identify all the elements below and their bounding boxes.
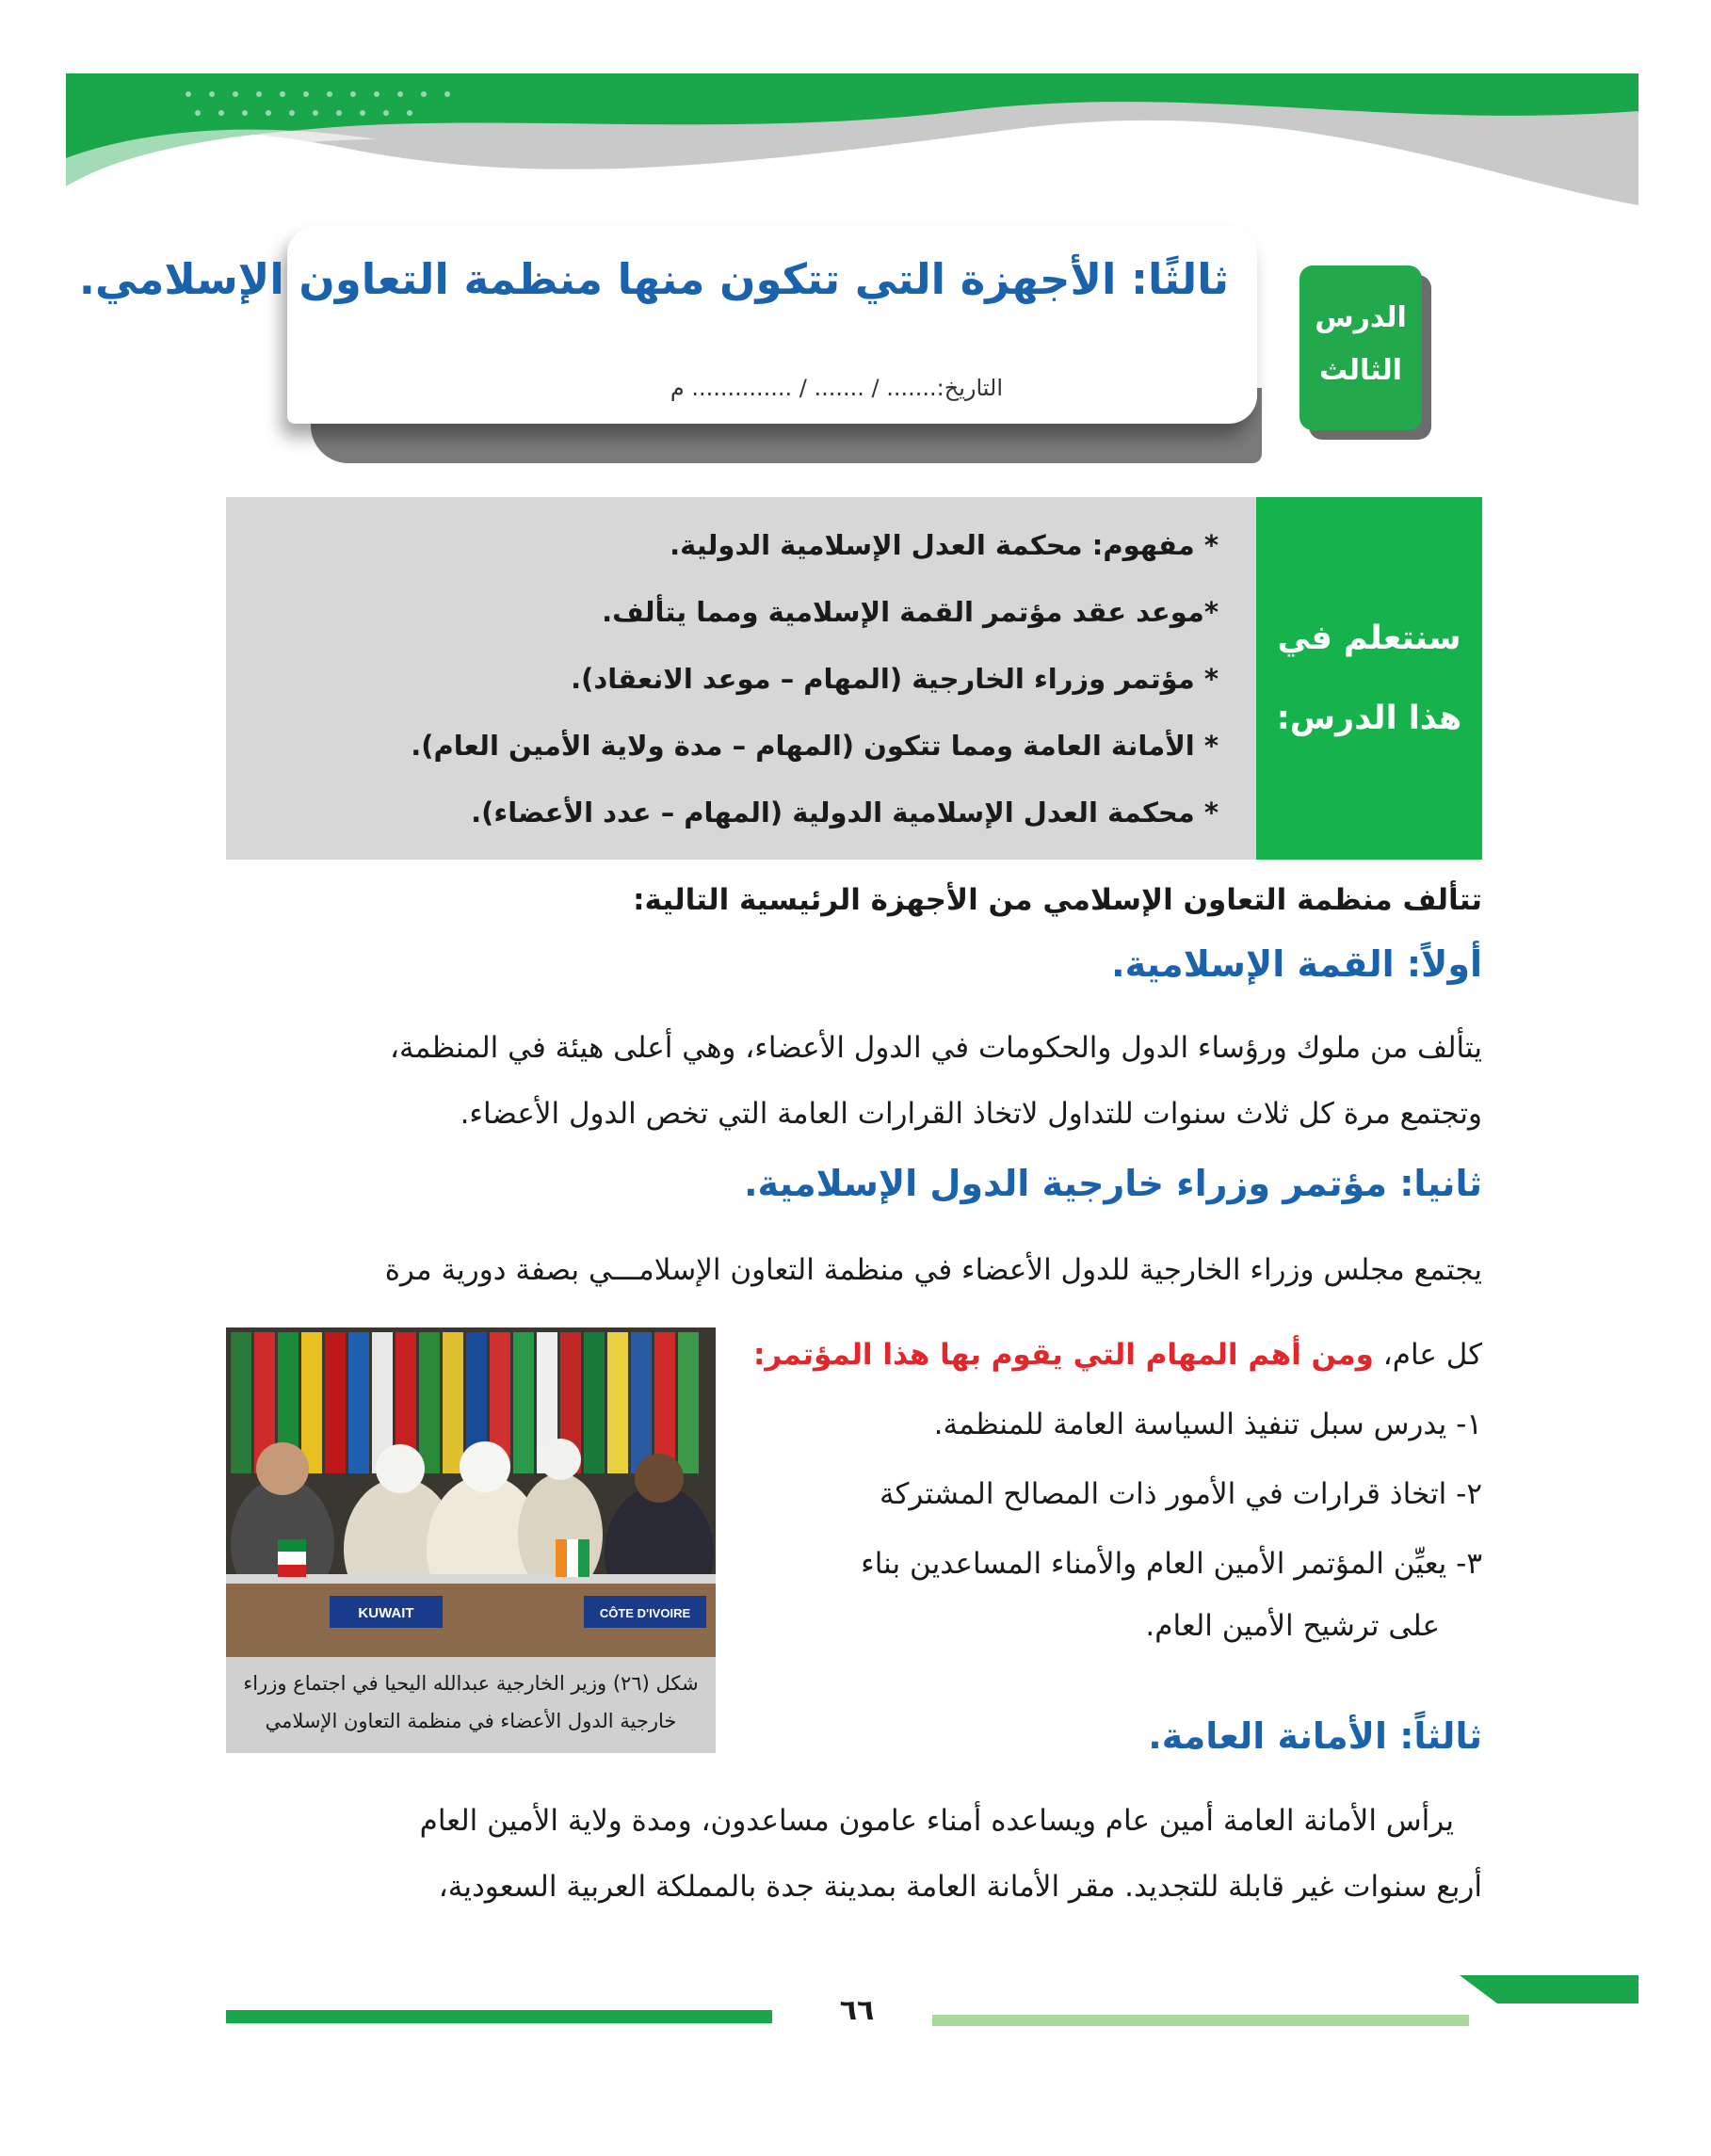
figure-photo xyxy=(226,1327,716,1753)
task-item: ٢- اتخاذ قرارات في الأمور ذات المصالح المشتركة xyxy=(879,1477,1482,1511)
page-number: ٦٦ xyxy=(839,1994,875,2027)
objectives-label-line1: سنتعلم في xyxy=(1277,619,1461,657)
task-item-continued: على ترشيح الأمين العام. xyxy=(1145,1609,1440,1643)
section2-line-start: كل عام، xyxy=(1373,1338,1482,1372)
section1 xyxy=(220,943,1482,985)
task-item: ١- يدرس سبل تنفيذ السياسة العامة للمنظمة. xyxy=(933,1408,1482,1441)
lesson-tag xyxy=(1299,265,1422,430)
section2-line: يجتمع مجلس وزراء الخارجية للدول الأعضاء في منظمة التعاون الإسلامـــي بصفة دورية مرة xyxy=(384,1253,1482,1287)
section3-heading: ثالثاً: الأمانة العامة. xyxy=(1148,1715,1482,1757)
section3-line: أربع سنوات غير قابلة للتجديد. مقر الأمانة العامة بمدينة جدة بالمملكة العربية السعودية، xyxy=(438,1870,1482,1904)
footer-line-right xyxy=(932,2015,1469,2026)
footer-tab-graphic xyxy=(1460,1975,1638,2013)
section2-heading: ثانيا: مؤتمر وزراء خارجية الدول الإسلامية. xyxy=(744,1163,1482,1204)
objectives-label-line2: هذا الدرس: xyxy=(1276,699,1462,737)
objective-item: *موعد عقد مؤتمر القمة الإسلامية ومما يتألف. xyxy=(602,596,1219,628)
objective-item: * مفهوم: محكمة العدل الإسلامية الدولية. xyxy=(670,529,1219,561)
sign-cote-divoire: CÔTE D'IVOIRE xyxy=(599,1606,691,1620)
objective-item: * محكمة العدل الإسلامية الدولية (المهام – عدد الأعضاء). xyxy=(471,796,1219,829)
section1-line: وتجتمع مرة كل ثلاث سنوات للتداول لاتخاذ القرارات العامة التي تخص الدول الأعضاء. xyxy=(460,1097,1482,1131)
section2 xyxy=(220,1163,1482,1204)
section1-body xyxy=(220,1019,1482,1143)
page-title: ثالثًا: الأجهزة التي تتكون منها منظمة التعاون الإسلامي. xyxy=(78,254,1229,304)
lesson-tag-line1: الدرس xyxy=(1315,301,1407,334)
learning-objectives-box xyxy=(226,497,1482,860)
objectives-list xyxy=(226,497,1256,860)
intro-text: تتألف منظمة التعاون الإسلامي من الأجهزة الرئيسية التالية: xyxy=(633,883,1482,917)
section3-line: يرأس الأمانة العامة أمين عام ويساعده أمناء عامون مساعدون، ومدة ولاية الأمين العام xyxy=(419,1804,1454,1838)
section1-line: يتألف من ملوك ورؤساء الدول والحكومات في الدول الأعضاء، وهي أعلى هيئة في المنظمة، xyxy=(389,1031,1482,1065)
conference-photo xyxy=(226,1327,716,1657)
objectives-label xyxy=(1256,497,1482,860)
intro-line xyxy=(220,871,1482,929)
date-line: التاريخ:....... / ....... / .............. م xyxy=(670,375,1003,401)
section2-body xyxy=(220,1241,1482,1299)
objective-item: * مؤتمر وزراء الخارجية (المهام – موعد الانعقاد). xyxy=(571,663,1219,695)
footer-line-left xyxy=(226,2010,772,2023)
caption-line: خارجية الدول الأعضاء في منظمة التعاون الإسلامي xyxy=(265,1710,677,1732)
section1-heading: أولاً: القمة الإسلامية. xyxy=(1111,943,1482,985)
lesson-tag-line2: الثالث xyxy=(1318,354,1403,387)
sign-kuwait: KUWAIT xyxy=(358,1605,414,1621)
caption-line: شكل (٢٦) وزير الخارجية عبدالله اليحيا في اجتماع وزراء xyxy=(243,1672,699,1695)
section2-tasks xyxy=(748,1326,1482,1655)
section3-body xyxy=(220,1792,1482,1916)
task-item: ٣- يعيِّن المؤتمر الأمين العام والأمناء المساعدين بناء xyxy=(861,1547,1482,1581)
banner-wave-graphic xyxy=(66,73,1638,205)
title-box xyxy=(78,226,1257,424)
tasks-intro-highlight: ومن أهم المهام التي يقوم بها هذا المؤتمر: xyxy=(752,1338,1374,1372)
top-banner xyxy=(66,73,1638,205)
objective-item: * الأمانة العامة ومما تتكون (المهام – مدة ولاية الأمين العام). xyxy=(411,730,1219,762)
figure-caption xyxy=(226,1665,716,1740)
section2-line xyxy=(748,1326,1482,1384)
